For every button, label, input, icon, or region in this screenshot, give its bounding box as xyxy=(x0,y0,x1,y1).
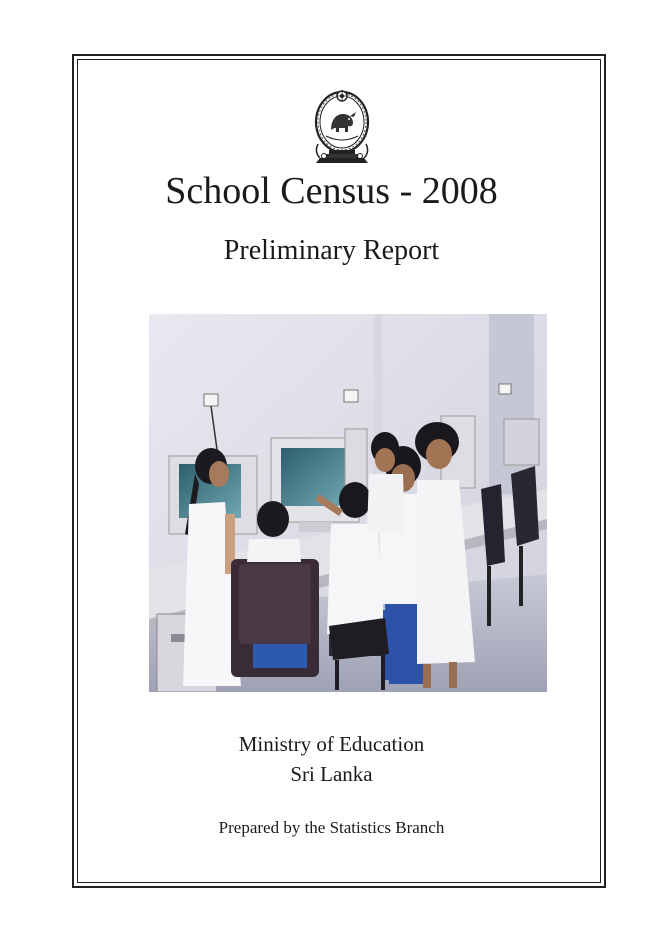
ministry-name: Ministry of Education xyxy=(238,732,425,756)
report-subtitle: Preliminary Report xyxy=(223,235,440,266)
report-title: School Census - 2008 xyxy=(165,170,498,212)
prepared-by-line: Prepared by the Statistics Branch xyxy=(218,818,445,837)
students-computer-lab-photo xyxy=(149,314,547,692)
national-emblem-icon xyxy=(312,86,372,164)
country-name: Sri Lanka xyxy=(290,762,373,786)
